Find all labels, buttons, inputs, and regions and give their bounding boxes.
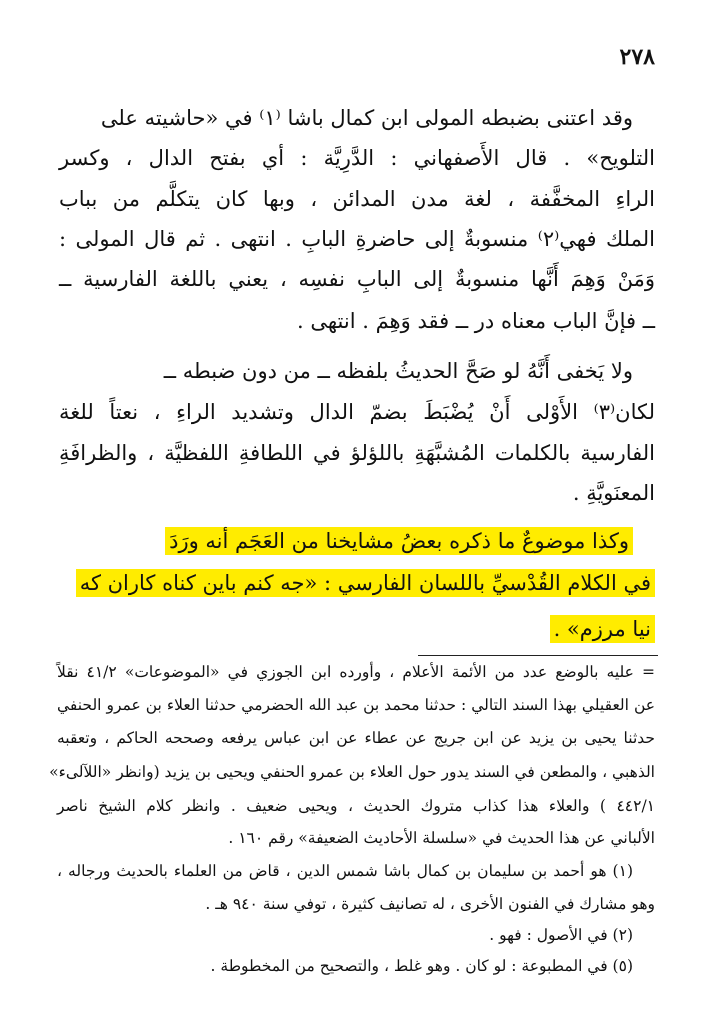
footnote-2: (٢) في الأصول : فهو . [489,926,633,944]
highlighted-line [59,568,655,598]
text-line: الفارسية بالكلمات المُشبَّهَةِ باللؤلؤ في اللطافةِ اللفظيَّة ، والظرافَةِ [59,441,655,465]
highlight: في الكلام القُدْسيِّ باللسان الفارسي : «جه كنم باين كناه كاران كه [76,569,655,597]
text-line: وَمَنْ وَهِمَ أَنَّها منسوبةٌ إلى البابِ نفسِه ، يعني باللغة الفارسية ــ [59,267,655,291]
highlight: نيا مرزم» . [550,615,655,643]
highlighted-line [59,526,655,556]
highlight: وكذا موضوعٌ ما ذكره بعضُ مشايخنا من العَجَم أنه ورَدَ [165,527,633,555]
text-line: الراءِ المخفَّفة ، لغة مدن المدائن ، وبها كان يتكلَّم من بباب [59,187,655,211]
footnote-line: حدثنا يحيى بن يزيد عن ابن جريج عن عطاء عن ابن عباس يرفعه وصححه الحاكم ، وتعقبه [57,729,655,747]
text-line: ــ فإنَّ الباب معناه در ــ فقد وَهِمَ . انتهى . [297,309,655,333]
text-line: ولا يَخفى أَنَّهُ لو صَحَّ الحديثُ بلفظه ــ من دون ضبطه ــ [163,359,633,383]
footnote-5: (٥) في المطبوعة : لو كان . وهو غلط ، والتصحيح من المخطوطة . [210,957,633,975]
text-line: الملك فهي⁽٢⁾ منسوبةٌ إلى حاضرةِ البابِ . انتهى . ثم قال المولى : [59,227,655,251]
page-number: ٢٧٨ [619,44,655,70]
footnote-1: (١) هو أحمد بن سليمان بن كمال باشا شمس الدين ، قاض من العلماء بالحديث ورجاله ، [57,862,633,880]
text-line: المعنَويَّةِ . [572,481,655,505]
text-line: التلويح» . قال الأَصفهاني : الدَّرِيَّة : أي بفتح الدال ، وكسر [59,146,655,170]
text-line: وقد اعتنى بضبطه المولى ابن كمال باشا ⁽١⁾ في «حاشيته على [100,106,633,130]
highlighted-line [59,614,655,644]
text-line: لكان⁽٣⁾ الأَوْلى أَنْ يُضْبَطَ بضمّ الدال وتشديد الراءِ ، نعتاً للغة [59,400,655,424]
footnote-line: ٤٤٢/١ ) والعلاء هذا كذاب متروك الحديث ، ويحيى ضعيف . وانظر كلام الشيخ ناصر [57,797,655,815]
footnote-line: وهو مشارك في الفنون الأخرى ، له تصانيف كثيرة ، توفي سنة ٩٤٠ هـ . [205,895,655,913]
footnote-line: = عليه بالوضع عدد من الأئمة الأعلام ، وأورده ابن الجوزي في «الموضوعات» ٤١/٢ نقلاً [57,663,655,681]
footnote-divider [418,655,658,656]
footnote-line: عن العقيلي بهذا السند التالي : حدثنا محمد بن عبد الله الحضرمي حدثنا العلاء بن عمرو الحنفي [57,696,655,714]
footnote-line: الذهبي ، والمطعن في السند يدور حول العلاء بن عمرو الحنفي ويحيى بن يزيد (وانظر «اللآلىء» [49,763,655,781]
footnote-line: الألباني عن هذا الحديث في «سلسلة الأحاديث الضعيفة» رقم ١٦٠ . [228,829,655,847]
